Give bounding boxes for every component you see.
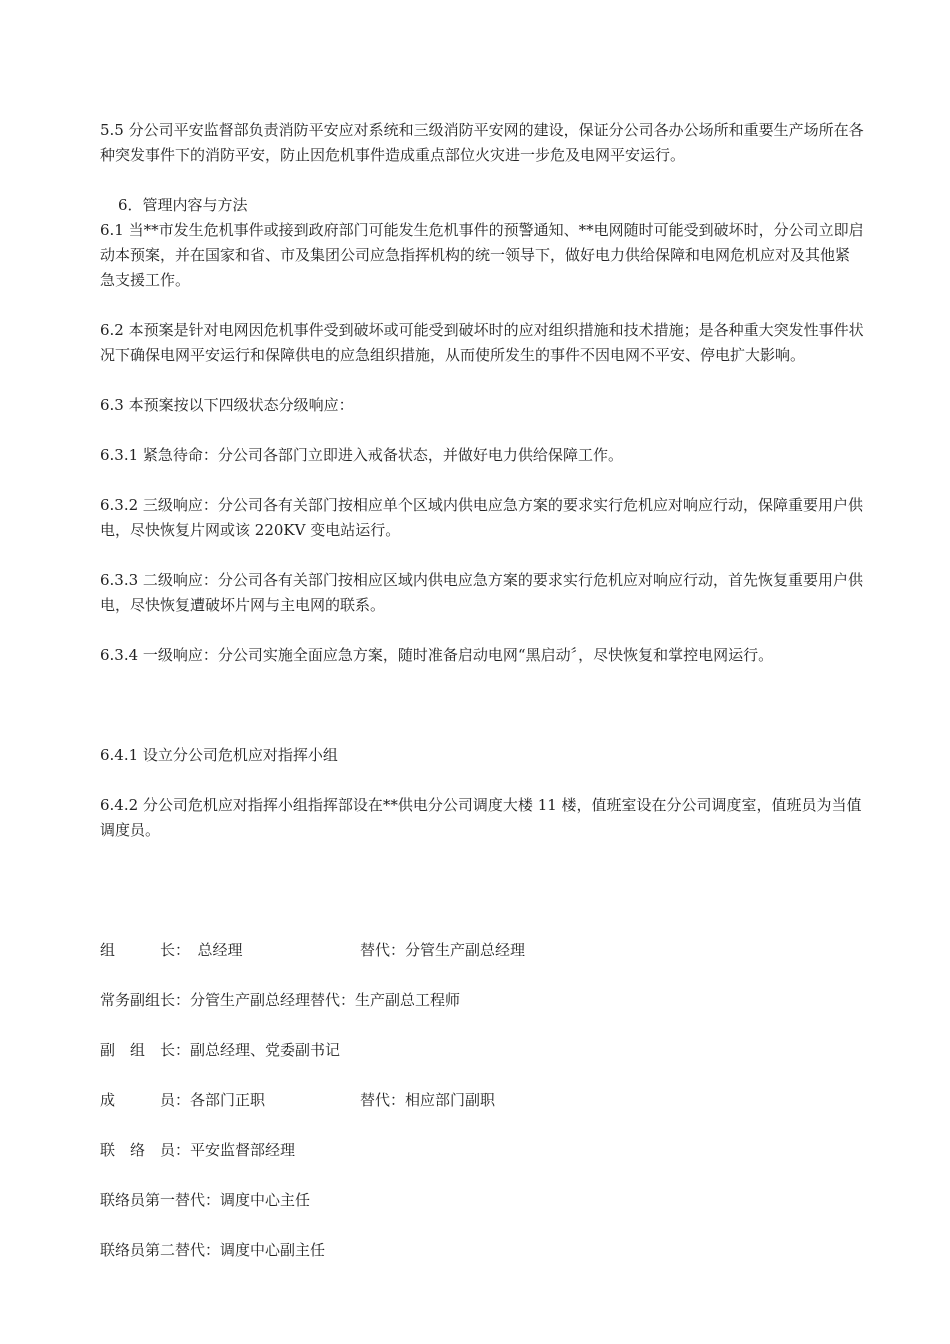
roster-substitute: 替代：相应部门副职 [360,1091,496,1109]
roster-substitute: 替代：分管生产副总经理 [360,941,526,959]
paragraph-6-3-1: 6.3.1 紧急待命：分公司各部门立即进入戒备状态，并做好电力供给保障工作。 [100,446,623,464]
roster-role: 联络员第一替代：调度中心主任 [100,1191,311,1209]
paragraph-6-2: 6.2 本预案是针对电网因危机事件受到破坏或可能受到破坏时的应对组织措施和技术措施；是各种重大突发性事件状况下确保电网平安运行和保障供电的应急组织措施，从而使所发生的事件不因电网不平安、停电扩大影响。 [100,321,864,364]
roster-row [100,1138,864,1188]
roster-role: 副 组 长：副总经理、党委副书记 [100,1041,341,1059]
roster-row [100,1038,864,1088]
paragraph-6-3-3: 6.3.3 二级响应：分公司各有关部门按相应区域内供电应急方案的要求实行危机应对响应行动，首先恢复重要用户供电，尽快恢复遭破坏片网与主电网的联系。 [100,571,863,614]
paragraph-6-1: 6.1 当**市发生危机事件或接到政府部门可能发生危机事件的预警通知、**电网随时可能受到破坏时，分公司立即启动本预案，并在国家和省、市及集团公司应急指挥机构的统一领导下，做好电力供给保障和电网危机应对及其他紧急支援工作。 [100,221,864,289]
section-heading-6: 6．管理内容与方法 [118,196,248,214]
roster-role: 成 员：各部门正职 [100,1091,266,1109]
roster-role: 常务副组长：分管生产副总经理替代：生产副总工程师 [100,991,461,1009]
paragraph-6-3-4: 6.3.4 一级响应：分公司实施全面应急方案，随时准备启动电网“黑启动〞，尽快恢复和掌控电网运行。 [100,646,774,664]
roster-role: 联 络 员：平安监督部经理 [100,1141,296,1159]
roster-row [100,1238,864,1288]
paragraph-5-5: 5.5 分公司平安监督部负责消防平安应对系统和三级消防平安网的建设，保证分公司各办公场所和重要生产场所在各种突发事件下的消防平安，防止因危机事件造成重点部位火灾进一步危及电网平安运行。 [100,121,864,164]
roster-row [100,988,864,1038]
paragraph-6-3-2: 6.3.2 三级响应：分公司各有关部门按相应单个区域内供电应急方案的要求实行危机应对响应行动，保障重要用户供电，尽快恢复片网或该 220KV 变电站运行。 [100,496,863,539]
document-body [100,118,864,843]
paragraph-6-4-2: 6.4.2 分公司危机应对指挥小组指挥部设在**供电分公司调度大楼 11 楼，值班室设在分公司调度室，值班员为当值调度员。 [100,796,862,839]
paragraph-6-3: 6.3 本预案按以下四级状态分级响应： [100,396,354,414]
roster-role: 组 长： 总经理 [100,941,243,959]
roster-role: 联络员第二替代：调度中心副主任 [100,1241,326,1259]
roster-row [100,1188,864,1238]
roster-row [100,1088,864,1138]
roster-row [100,938,864,988]
command-group-roster [100,938,864,1288]
paragraph-6-4-1: 6.4.1 设立分公司危机应对指挥小组 [100,746,338,764]
